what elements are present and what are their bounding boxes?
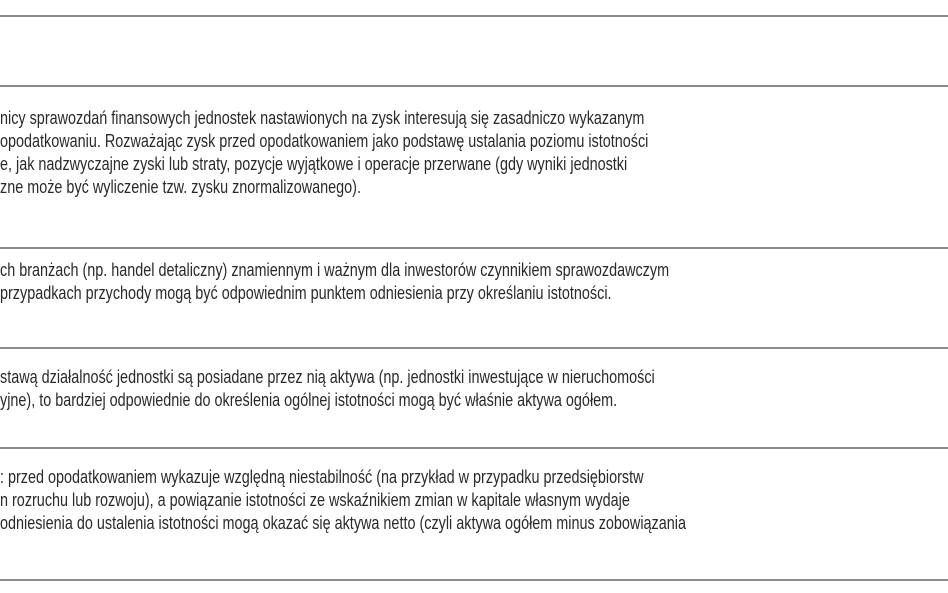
table-row-profit <box>0 107 948 199</box>
text-line: : przed opodatkowaniem wykazuje względną niestabilność (na przykład w przypadku przedsiębiorstw <box>0 467 644 487</box>
text-line: nicy sprawozdań finansowych jednostek nastawionych na zysk interesują się zasadniczo wykazanym <box>0 108 645 128</box>
text-line: opodatkowaniu. Rozważając zysk przed opodatkowaniem jako podstawę ustalania poziomu istotności <box>0 131 649 151</box>
row-divider <box>0 85 948 87</box>
table-row-net-assets <box>0 466 948 535</box>
text-line: przypadkach przychody mogą być odpowiednim punktem odniesienia przy określaniu istotności. <box>0 283 612 303</box>
table-row-revenue <box>0 259 948 305</box>
text-line: zne może być wyliczenie tzw. zysku znormalizowanego). <box>0 177 361 197</box>
bottom-rule <box>0 579 948 581</box>
text-line: odniesienia do ustalenia istotności mogą okazać się aktywa netto (czyli aktywa ogółem minus zobowiązania <box>0 513 686 533</box>
table-row-assets <box>0 366 948 412</box>
row-divider <box>0 347 948 349</box>
row-divider <box>0 447 948 449</box>
text-line: n rozruchu lub rozwoju), a powiązanie istotności ze wskaźnikiem zmian w kapitale własnym wydaje <box>0 490 630 510</box>
row-divider <box>0 247 948 249</box>
top-rule <box>0 15 948 17</box>
text-line: yjne), to bardziej odpowiednie do określenia ogólnej istotności mogą być właśnie aktywa ogółem. <box>0 390 618 410</box>
text-line: e, jak nadzwyczajne zyski lub straty, pozycje wyjątkowe i operacje przerwane (gdy wyniki jednostki <box>0 154 628 174</box>
text-line: stawą działalność jednostki są posiadane przez nią aktywa (np. jednostki inwestujące w nieruchomości <box>0 367 655 387</box>
text-line: ch branżach (np. handel detaliczny) znamiennym i ważnym dla inwestorów czynnikiem sprawozdawczym <box>0 260 670 280</box>
